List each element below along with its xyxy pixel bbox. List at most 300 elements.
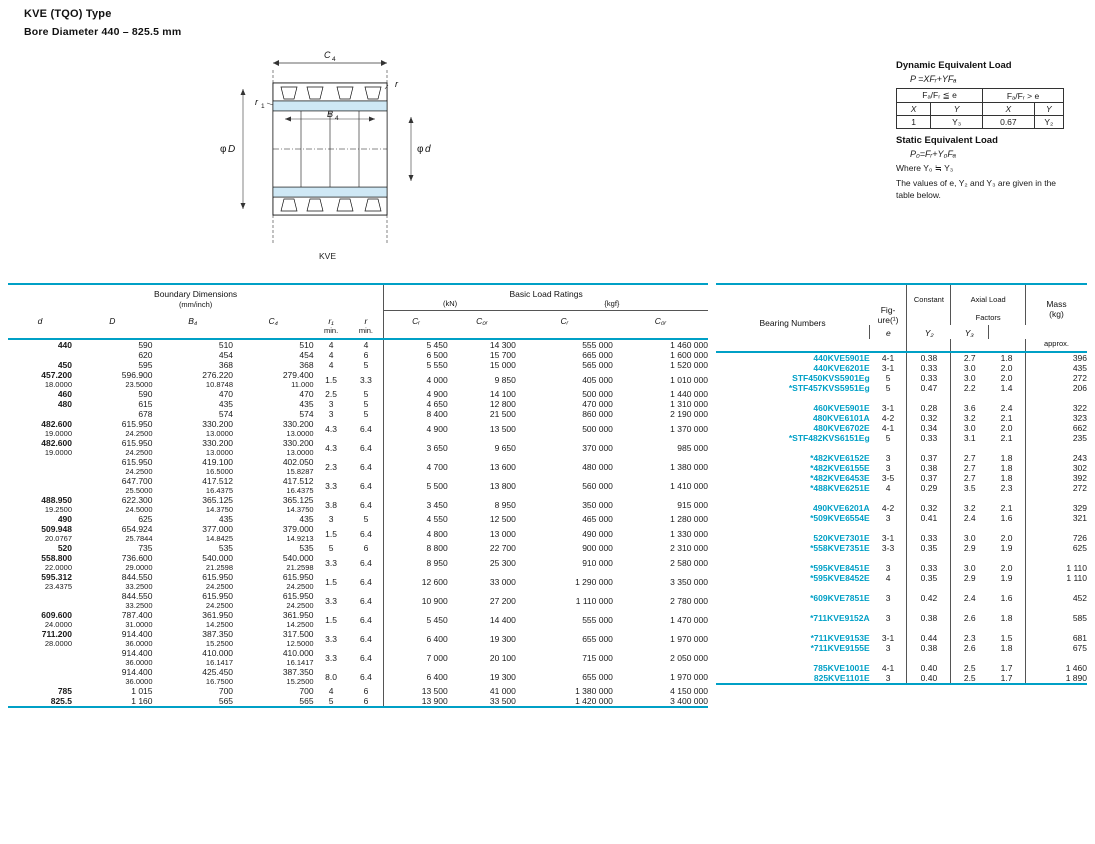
cell-figure: 3-1 <box>881 402 895 413</box>
cell-Cr-kgf: 560 000 <box>582 480 613 491</box>
col-figure-l1: Fig- <box>880 305 896 315</box>
row-spacer <box>716 623 1087 633</box>
cell-C0r-kn: 13 000 <box>489 528 516 539</box>
cell-d <box>8 667 72 686</box>
cell-figure: 3 <box>885 592 891 603</box>
group-header-load: Basic Load Ratings <box>384 284 708 299</box>
cell-bearing-number: 440KVE6201E <box>813 362 870 373</box>
cell-d: 490 <box>57 514 72 525</box>
table-row <box>8 360 708 370</box>
cell-C0r-kn: 19 300 <box>489 671 516 682</box>
cell-C0r-kn: 14 300 <box>489 340 516 351</box>
col-C0r-kgf: C₀ᵣ <box>654 316 667 327</box>
cell-B4: 470 <box>218 389 234 400</box>
cell-r1: 3 <box>328 514 334 525</box>
cell-Cr-kn: 4 900 <box>384 419 448 438</box>
cell-y3: 2.0 <box>1000 372 1013 383</box>
cell-C4: 435 <box>299 399 314 410</box>
cell-bearing-number: 520KVE7301E <box>813 532 870 543</box>
cell-r: 6.4 <box>360 614 372 625</box>
cell-C0r-kn: 14 400 <box>489 614 516 625</box>
table-row <box>716 663 1087 673</box>
load-unit-kn: (kN) <box>384 299 516 311</box>
cell-C0r-kgf: 2 310 000 <box>670 543 708 554</box>
cell-Cr-kgf: 715 000 <box>582 652 613 663</box>
cell-C0r-kgf: 1 280 000 <box>670 514 708 525</box>
table-row <box>8 399 708 409</box>
cell-C4: 565 <box>299 696 314 707</box>
cell-bearing-number: 460KVE5901E <box>813 402 870 413</box>
cell-e: 0.40 <box>907 673 951 684</box>
cell-C0r-kn: 33 500 <box>489 696 516 707</box>
col-e: e <box>870 325 907 338</box>
cell-C4: 279.400 11.000 <box>282 370 314 390</box>
cell-d <box>8 350 72 360</box>
cell-r: 6 <box>363 350 369 361</box>
cell-C0r-kgf: 4 150 000 <box>670 686 708 697</box>
col-y3: Y₃ <box>964 328 974 339</box>
cell-Cr-kn: 3 650 <box>384 438 448 457</box>
val-x2: 0.67 <box>983 116 1035 129</box>
cell-bearing-number: 440KVE5901E <box>813 352 870 363</box>
cell-r1: 1.5 <box>325 614 337 625</box>
row-spacer <box>716 583 1087 593</box>
table-row <box>716 453 1087 463</box>
cell-Cr-kgf: 470 000 <box>582 399 613 410</box>
col-r1: r₁ <box>328 315 334 326</box>
cell-y3: 1.8 <box>1000 642 1013 653</box>
cell-Cr-kn: 7 000 <box>384 648 448 667</box>
table-row <box>8 370 708 389</box>
cell-C0r-kgf: 1 460 000 <box>670 340 708 351</box>
cell-B4: 435 <box>218 399 234 410</box>
cell-e: 0.44 <box>907 633 951 643</box>
cell-Cr-kn: 5 450 <box>384 339 448 350</box>
table-row <box>716 373 1087 383</box>
cell-B4: 419.100 16.5000 <box>202 457 234 477</box>
cell-C0r-kn: 13 500 <box>489 423 516 434</box>
cell-figure: 3 <box>885 672 891 683</box>
cell-r1: 3.3 <box>325 595 337 606</box>
table-row <box>716 423 1087 433</box>
cell-mass: 1 460 <box>1025 663 1087 673</box>
cell-C4: 417.512 16.4375 <box>282 476 314 496</box>
table-row <box>716 593 1087 603</box>
cell-d <box>8 648 72 667</box>
cell-B4: 330.200 13.0000 <box>202 438 234 458</box>
cell-r1: 4 <box>328 360 334 371</box>
cell-bearing-number: *482KVE6152E <box>810 452 870 463</box>
cell-figure: 4-1 <box>881 662 895 673</box>
cell-mass: 272 <box>1025 373 1087 383</box>
cell-r1: 2.5 <box>325 389 337 400</box>
head-ratio-gt: Fₐ/Fᵣ > e <box>983 89 1064 103</box>
cell-d: 457.200 18.0000 <box>41 370 72 390</box>
cell-B4: 276.220 10.8748 <box>202 370 234 390</box>
cell-y2: 2.7 <box>951 463 988 473</box>
cell-y2: 2.9 <box>951 573 988 583</box>
table-row <box>716 673 1087 684</box>
col-y1: Y <box>931 103 983 116</box>
cell-d: 558.800 22.0000 <box>41 553 72 573</box>
cell-C4: 317.500 12.5000 <box>282 629 314 649</box>
cell-y2: 2.7 <box>951 473 988 483</box>
cell-C0r-kgf: 1 010 000 <box>670 374 708 385</box>
cell-d: 509.948 20.0767 <box>41 524 72 544</box>
cell-B4: 387.350 15.2500 <box>202 629 234 649</box>
col-y2: Y₂ <box>907 325 951 338</box>
row-spacer <box>716 393 1087 403</box>
cell-figure: 4-2 <box>881 502 895 513</box>
cell-D: 625 <box>138 514 153 525</box>
cell-figure: 3 <box>885 452 891 463</box>
cell-mass: 662 <box>1025 423 1087 433</box>
cell-Cr-kgf: 1 110 000 <box>575 595 613 606</box>
cell-y2: 2.4 <box>951 513 988 523</box>
table-bottom-rule <box>716 684 1087 695</box>
table-bottom-rule <box>8 707 708 718</box>
table-row <box>716 352 1087 363</box>
cell-y2: 3.5 <box>951 483 988 493</box>
cell-bearing-number: *711KVE9155E <box>810 642 870 653</box>
cell-bearing-number: *482KVE6155E <box>810 462 870 473</box>
cell-mass: 675 <box>1025 643 1087 653</box>
cell-y3: 1.6 <box>1000 592 1013 603</box>
values-note: The values of e, Y₂ and Y₃ are given in the table below. <box>896 178 1057 200</box>
cell-C0r-kn: 8 950 <box>494 499 516 510</box>
cell-d: 440 <box>57 340 72 351</box>
cell-C4: 361.950 14.2500 <box>282 610 314 630</box>
cell-e: 0.41 <box>907 513 951 523</box>
cell-mass: 302 <box>1025 463 1087 473</box>
row-spacer <box>716 553 1087 563</box>
cell-C4: 410.000 16.1417 <box>282 648 314 668</box>
table-row <box>716 543 1087 553</box>
cell-figure: 4-1 <box>881 422 895 433</box>
bearing-numbers-table <box>716 283 1087 695</box>
table-row <box>8 686 708 696</box>
cell-e: 0.38 <box>907 643 951 653</box>
cell-y3: 2.0 <box>1000 362 1013 373</box>
table-row <box>716 413 1087 423</box>
cell-bearing-number: 785KVE1001E <box>813 662 870 673</box>
cell-r: 5 <box>363 409 369 420</box>
cell-C0r-kgf: 2 580 000 <box>670 557 708 568</box>
cell-e: 0.47 <box>907 383 951 393</box>
cell-B4: 454 <box>218 350 234 361</box>
right-table <box>716 283 1087 695</box>
cell-r1: 3.3 <box>325 633 337 644</box>
cell-C0r-kn: 41 000 <box>489 686 516 697</box>
col-D: D <box>109 315 116 326</box>
cell-D: 615.950 24.2500 <box>121 457 153 477</box>
row-spacer <box>716 603 1087 613</box>
cell-D: 615.950 24.2500 <box>121 419 153 439</box>
cell-C0r-kn: 19 300 <box>489 633 516 644</box>
cell-mass: 329 <box>1025 503 1087 513</box>
cell-C4: 510 <box>299 340 314 351</box>
cell-C0r-kn: 25 300 <box>489 557 516 568</box>
cell-r: 6.4 <box>360 671 372 682</box>
cell-C0r-kgf: 1 410 000 <box>670 480 708 491</box>
cell-y2: 2.6 <box>951 613 988 623</box>
cell-D: 615.950 24.2500 <box>121 438 153 458</box>
row-spacer <box>716 653 1087 663</box>
cell-r1: 1.5 <box>325 528 337 539</box>
cell-Cr-kn: 6 400 <box>384 667 448 686</box>
table-row <box>716 433 1087 443</box>
cell-figure: 4 <box>885 572 891 583</box>
cell-Cr-kgf: 900 000 <box>582 543 613 554</box>
group-header-boundary-unit: (mm/inch) <box>178 300 213 310</box>
cell-Cr-kn: 4 650 <box>384 399 448 409</box>
cell-D: 595 <box>138 360 153 371</box>
cell-D: 844.550 33.2500 <box>121 591 153 611</box>
cell-D: 1 015 <box>131 686 153 697</box>
table-row <box>8 409 708 419</box>
cell-Cr-kn: 5 450 <box>384 610 448 629</box>
cell-B4: 377.000 14.8425 <box>202 524 234 544</box>
cell-r: 5 <box>363 360 369 371</box>
svg-text:φ: φ <box>220 144 227 155</box>
cell-Cr-kgf: 655 000 <box>582 633 613 644</box>
cell-e: 0.38 <box>907 463 951 473</box>
table-row <box>8 339 708 350</box>
cell-C0r-kgf: 1 970 000 <box>670 671 708 682</box>
table-row <box>8 438 708 457</box>
cell-y2: 2.6 <box>951 643 988 653</box>
svg-text:1: 1 <box>261 103 265 110</box>
cell-D: 622.300 24.5000 <box>121 495 153 515</box>
cell-D: 914.400 36.0000 <box>121 667 153 687</box>
cell-figure: 3-3 <box>881 542 895 553</box>
cell-B4: 425.450 16.7500 <box>202 667 234 687</box>
cell-d <box>8 476 72 495</box>
cell-r: 6.4 <box>360 461 372 472</box>
cell-Cr-kn: 4 550 <box>384 514 448 524</box>
col-axial-load: Axial Load <box>951 284 1026 309</box>
cell-r: 6.4 <box>360 595 372 606</box>
table-row <box>8 457 708 476</box>
cell-e: 0.35 <box>907 543 951 553</box>
cell-Cr-kn: 4 900 <box>384 389 448 399</box>
cell-Cr-kn: 8 800 <box>384 543 448 553</box>
left-table-body <box>8 339 708 718</box>
table-row <box>8 572 708 591</box>
table-row <box>8 514 708 524</box>
cell-Cr-kgf: 1 380 000 <box>575 686 613 697</box>
cell-figure: 5 <box>885 372 891 383</box>
cell-r1: 8.0 <box>325 671 337 682</box>
cell-bearing-number: 480KVE6101A <box>812 412 870 423</box>
col-r-min: min. <box>358 326 374 336</box>
left-table <box>8 283 708 718</box>
cell-C0r-kgf: 915 000 <box>677 499 708 510</box>
cell-Cr-kgf: 350 000 <box>582 499 613 510</box>
cell-Cr-kn: 5 550 <box>384 360 448 370</box>
cell-d <box>8 409 72 419</box>
cell-figure: 3 <box>885 612 891 623</box>
cell-y2: 2.5 <box>951 673 988 684</box>
cell-y2: 2.2 <box>951 383 988 393</box>
cell-y2: 2.4 <box>951 593 988 603</box>
cell-figure: 3 <box>885 642 891 653</box>
cell-C0r-kn: 9 850 <box>494 374 516 385</box>
table-row <box>8 553 708 572</box>
cell-r1: 5 <box>328 696 334 707</box>
cell-mass: 681 <box>1025 633 1087 643</box>
cell-figure: 3 <box>885 512 891 523</box>
cell-C4: 700 <box>299 686 314 697</box>
cell-C4: 454 <box>299 350 314 361</box>
table-row <box>8 667 708 686</box>
col-bearing-numbers: Bearing Numbers <box>759 317 826 328</box>
col-constant: Constant <box>907 284 951 309</box>
cell-C0r-kgf: 985 000 <box>677 442 708 453</box>
cell-Cr-kgf: 500 000 <box>582 389 613 400</box>
cell-r: 6.4 <box>360 480 372 491</box>
cell-D: 615 <box>138 399 153 410</box>
cell-bearing-number: *595KVE8452E <box>810 572 870 583</box>
cell-Cr-kgf: 555 000 <box>582 340 613 351</box>
cell-r1: 4.3 <box>325 423 337 434</box>
col-y2: Y <box>1034 103 1063 116</box>
cell-C0r-kgf: 1 310 000 <box>670 399 708 410</box>
cell-d: 460 <box>57 389 72 400</box>
table-row <box>716 613 1087 623</box>
cell-B4: 330.200 13.0000 <box>202 419 234 439</box>
cell-D: 844.550 33.2500 <box>121 572 153 592</box>
cell-y2: 3.1 <box>951 433 988 443</box>
cell-B4: 700 <box>218 686 234 697</box>
boundary-dimensions-table <box>8 283 708 718</box>
cell-B4: 417.512 16.4375 <box>202 476 234 496</box>
cell-Cr-kn: 13 500 <box>384 686 448 696</box>
cell-D: 735 <box>138 543 153 554</box>
cell-e: 0.32 <box>907 503 951 513</box>
col-mass-l2: (kg) <box>1049 309 1064 320</box>
cell-y3: 1.7 <box>1000 672 1013 683</box>
cell-Cr-kn: 8 400 <box>384 409 448 419</box>
table-row <box>716 533 1087 543</box>
cell-y3: 2.4 <box>1000 402 1013 413</box>
table-row <box>8 591 708 610</box>
cell-B4: 574 <box>218 409 234 420</box>
load-unit-kgf: {kgf} <box>516 299 708 311</box>
col-mass <box>1025 284 1087 325</box>
table-row <box>716 503 1087 513</box>
cell-C4: 387.350 15.2500 <box>282 667 314 687</box>
cell-Cr-kn: 4 700 <box>384 457 448 476</box>
cell-y2: 3.0 <box>951 373 988 383</box>
cell-r1: 4 <box>328 686 334 697</box>
cell-C0r-kn: 33 000 <box>489 576 516 587</box>
cell-mass: 322 <box>1025 403 1087 413</box>
cell-B4: 510 <box>218 340 234 351</box>
svg-text:r: r <box>395 79 398 89</box>
cell-Cr-kn: 13 900 <box>384 696 448 707</box>
cell-y3: 1.9 <box>1000 572 1013 583</box>
cell-mass: 625 <box>1025 543 1087 553</box>
cell-C0r-kgf: 2 190 000 <box>670 409 708 420</box>
table-row <box>716 403 1087 413</box>
cell-C0r-kgf: 1 470 000 <box>670 614 708 625</box>
cell-Cr-kgf: 910 000 <box>582 557 613 568</box>
table-row <box>716 573 1087 583</box>
svg-text:4: 4 <box>335 115 339 122</box>
cell-D: 1 160 <box>131 696 153 707</box>
page-header <box>24 8 181 38</box>
table-row <box>8 350 708 360</box>
cell-D: 596.900 23.5000 <box>121 370 153 390</box>
cell-r: 5 <box>363 399 369 410</box>
cell-C4: 330.200 13.0000 <box>282 438 314 458</box>
cell-figure: 4-2 <box>881 412 895 423</box>
cell-e: 0.37 <box>907 453 951 463</box>
cell-Cr-kgf: 655 000 <box>582 671 613 682</box>
cell-figure: 4-1 <box>881 352 895 363</box>
cell-B4: 615.950 24.2500 <box>202 591 234 611</box>
cell-C0r-kn: 27 200 <box>489 595 516 606</box>
cell-y2: 2.3 <box>951 633 988 643</box>
cell-y3: 1.8 <box>1000 462 1013 473</box>
cell-C4: 540.000 21.2598 <box>282 553 314 573</box>
cell-r: 5 <box>363 514 369 525</box>
cell-r: 6 <box>363 543 369 554</box>
table-row <box>716 363 1087 373</box>
cell-r1: 3.8 <box>325 499 337 510</box>
cell-d <box>8 591 72 610</box>
cell-mass: 323 <box>1025 413 1087 423</box>
cell-r1: 1.5 <box>325 576 337 587</box>
cell-y2: 3.6 <box>951 403 988 413</box>
cell-y2: 3.2 <box>951 503 988 513</box>
cell-r: 6.4 <box>360 652 372 663</box>
cell-e: 0.32 <box>907 413 951 423</box>
cell-d: 450 <box>57 360 72 371</box>
cell-y3: 1.8 <box>1000 612 1013 623</box>
cell-B4: 540.000 21.2598 <box>202 553 234 573</box>
static-load-equation: P₀=Fᵣ+Y₀Fₐ <box>910 149 957 159</box>
cell-mass: 585 <box>1025 613 1087 623</box>
col-Cr-kn: Cᵣ <box>384 311 448 327</box>
cell-C4: 365.125 14.3750 <box>282 495 314 515</box>
cell-bearing-number: *482KVE6453E <box>810 472 870 483</box>
cell-D: 914.400 36.0000 <box>121 648 153 668</box>
cell-d: 480 <box>57 399 72 410</box>
cell-Cr-kgf: 555 000 <box>582 614 613 625</box>
col-x2: X <box>983 103 1035 116</box>
cell-figure: 3-1 <box>881 362 895 373</box>
cell-r: 6 <box>363 686 369 697</box>
cell-C0r-kgf: 1 440 000 <box>670 389 708 400</box>
cell-r1: 5 <box>328 543 334 554</box>
cell-r1: 3 <box>328 409 334 420</box>
table-row <box>716 643 1087 653</box>
cell-C0r-kn: 13 600 <box>489 461 516 472</box>
cell-d <box>8 457 72 476</box>
table-row <box>8 610 708 629</box>
col-mass-l1: Mass <box>1046 299 1067 309</box>
cell-e: 0.40 <box>907 663 951 673</box>
cell-y3: 2.0 <box>1000 562 1013 573</box>
cell-r1: 4.3 <box>325 442 337 453</box>
cell-e: 0.34 <box>907 423 951 433</box>
cell-r: 6.4 <box>360 423 372 434</box>
col-constant-blank <box>907 309 951 325</box>
cell-D: 647.700 25.5000 <box>121 476 153 496</box>
svg-text:4: 4 <box>332 56 336 63</box>
